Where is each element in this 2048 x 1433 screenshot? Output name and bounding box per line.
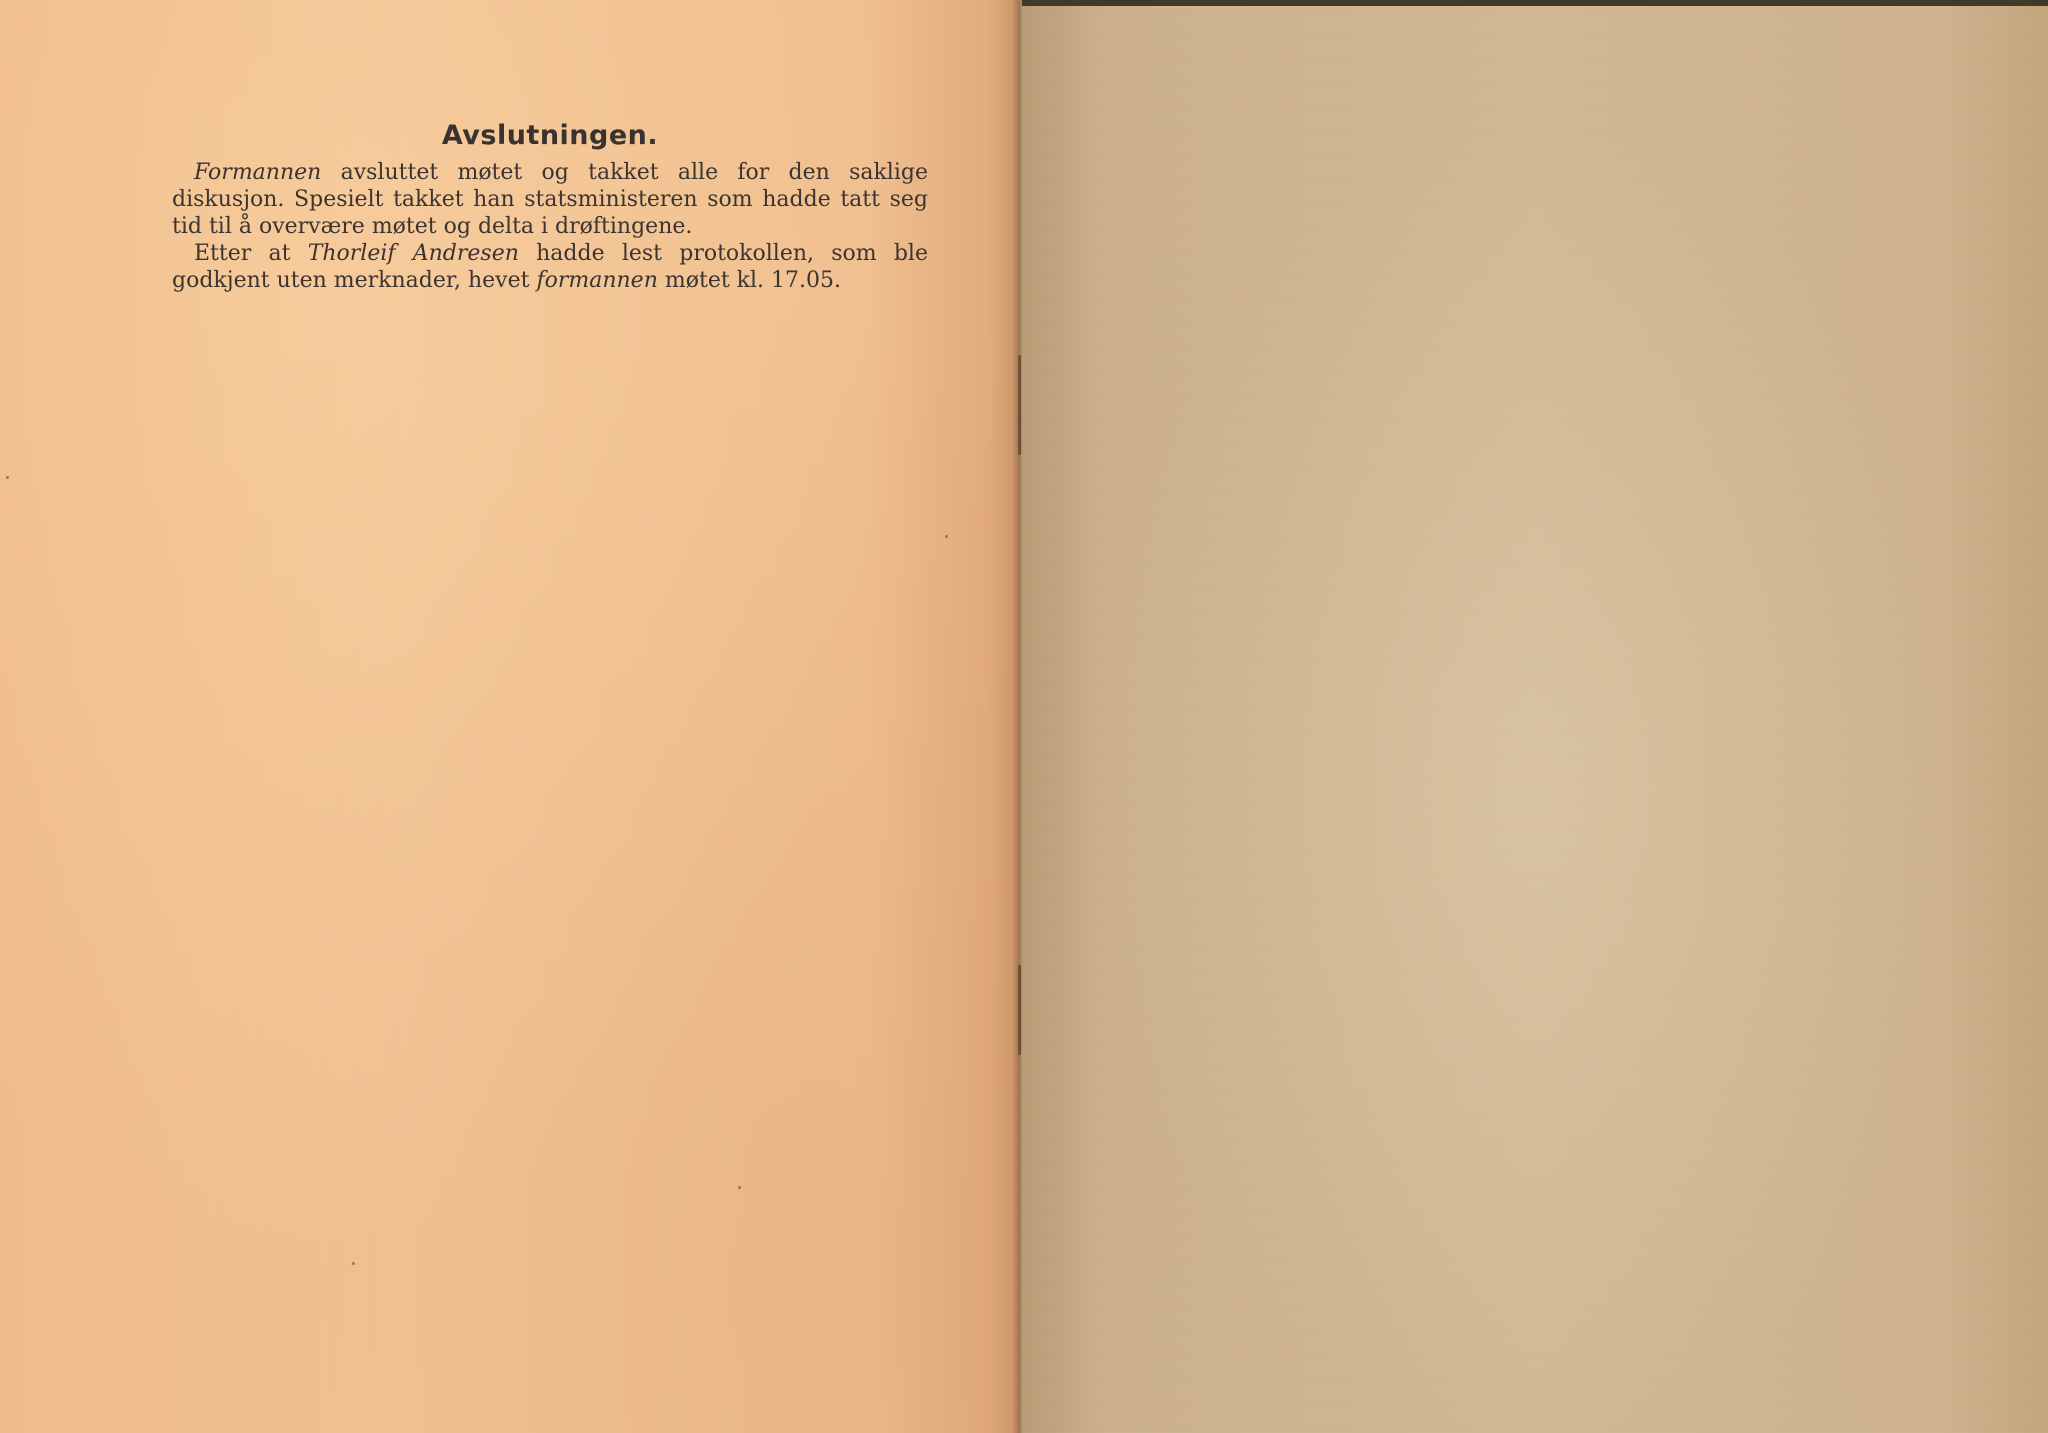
italic-name: Thorleif Andresen bbox=[307, 241, 519, 266]
paragraph-1-text: avsluttet møtet og takket alle for den saklige diskusjon. Spesielt takket han statsministeren som hadde tatt seg tid til å overvære møtet og delta i drøftingene. bbox=[172, 160, 928, 239]
paragraph-meeting-adjourned bbox=[172, 240, 928, 294]
right-page-blank bbox=[1022, 0, 2048, 1433]
paper-speck bbox=[6, 476, 9, 479]
paragraph-2-part-1: Etter at bbox=[194, 241, 308, 266]
page-text-block bbox=[172, 122, 928, 294]
italic-formannen-2: formannen bbox=[536, 268, 658, 293]
binding-stitch bbox=[1018, 355, 1021, 455]
paper-speck bbox=[738, 1186, 741, 1189]
paragraph-2-part-3: møtet kl. 17.05. bbox=[657, 268, 841, 293]
section-heading: Avslutningen. bbox=[441, 120, 659, 151]
paragraph-closing-remarks bbox=[172, 159, 928, 240]
italic-formannen: Formannen bbox=[194, 160, 322, 185]
left-page bbox=[0, 0, 1020, 1433]
paper-speck bbox=[352, 1262, 355, 1265]
paper-speck bbox=[945, 535, 948, 538]
cover-edge bbox=[1022, 0, 2048, 6]
binding-stitch bbox=[1018, 965, 1021, 1055]
paragraph-2-part-2: hadde lest protokollen, som ble godkjent uten merknader, hevet bbox=[172, 241, 928, 293]
